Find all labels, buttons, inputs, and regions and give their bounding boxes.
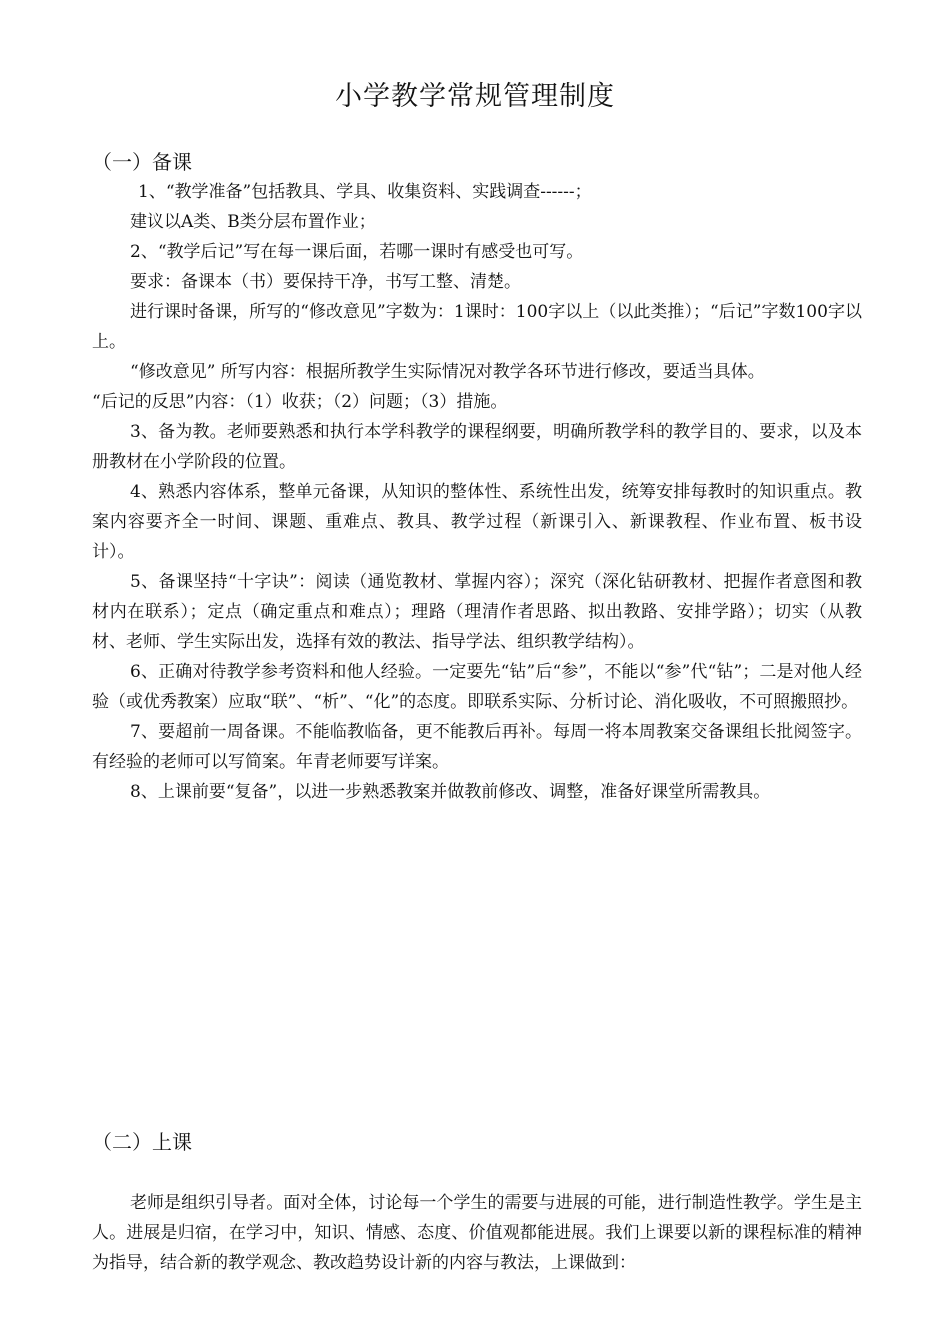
- section-heading-lesson-prep: （一）备课: [92, 150, 192, 174]
- paragraph: “修改意见” 所写内容：根据所教学生实际情况对教学各环节进行修改，要适当具体。: [130, 362, 765, 382]
- paragraph: 建议以A类、B类分层布置作业；: [130, 212, 376, 232]
- document-title: 小学教学常规管理制度: [335, 81, 615, 112]
- paragraph: 8、上课前要“复备”，以进一步熟悉教案并做教前修改、调整，准备好课堂所需教具。: [130, 782, 771, 802]
- paragraph: 老师是组织引导者。面对全体，讨论每一个学生的需要与进展的可能，进行制造性教学。学生是主人。进展是归宿，在学习中，知识、情感、态度、价值观都能进展。我们上课要以新的课程标准的精神为指导，结合新的教学观念、教改趋势设计新的内容与教法，上课做到：: [92, 1193, 862, 1273]
- paragraph: 要求：备课本（书）要保持干净，书写工整、清楚。: [130, 272, 521, 292]
- section-body-lesson-prep: [92, 177, 862, 807]
- paragraph: 1、“教学准备”包括教具、学具、收集资料、实践调查------；: [138, 182, 592, 202]
- paragraph: 3、备为教。老师要熟悉和执行本学科教学的课程纲要，明确所教学科的教学目的、要求，以及本册教材在小学阶段的位置。: [92, 422, 862, 472]
- paragraph: 4、熟悉内容体系，整单元备课，从知识的整体性、系统性出发，统筹安排每教时的知识重点。教案内容要齐全一时间、课题、重难点、教具、教学过程（新课引入、新课教程、作业布置、板书设计）。: [92, 482, 862, 562]
- paragraph: 进行课时备课，所写的“修改意见”字数为：1课时：100字以上（以此类推）；“后记”字数100字以上。: [92, 302, 862, 352]
- section-heading-class: （二）上课: [92, 1130, 192, 1154]
- section-body-class: [92, 1188, 862, 1278]
- paragraph: 6、正确对待教学参考资料和他人经验。一定要先“钻”后“参”，不能以“参”代“钻”；二是对他人经验（或优秀教案）应取“联”、“析”、“化”的态度。即联系实际、分析讨论、消化吸收，不可照搬照抄。: [92, 662, 862, 712]
- paragraph: 7、要超前一周备课。不能临教临备，更不能教后再补。每周一将本周教案交备课组长批阅签字。有经验的老师可以写简案。年青老师要写详案。: [92, 722, 862, 772]
- paragraph: 2、“教学后记”写在每一课后面，若哪一课时有感受也可写。: [130, 242, 584, 262]
- paragraph: “后记的反思”内容：（1）收获；（2）问题；（3）措施。: [92, 392, 508, 412]
- paragraph: 5、备课坚持“十字诀”：阅读（通览教材、掌握内容）；深究（深化钻研教材、把握作者意图和教材内在联系）；定点（确定重点和难点）；理路（理清作者思路、拟出教路、安排学路）；切实（从教材、老师、学生实际出发，选择有效的教法、指导学法、组织教学结构）。: [92, 572, 862, 652]
